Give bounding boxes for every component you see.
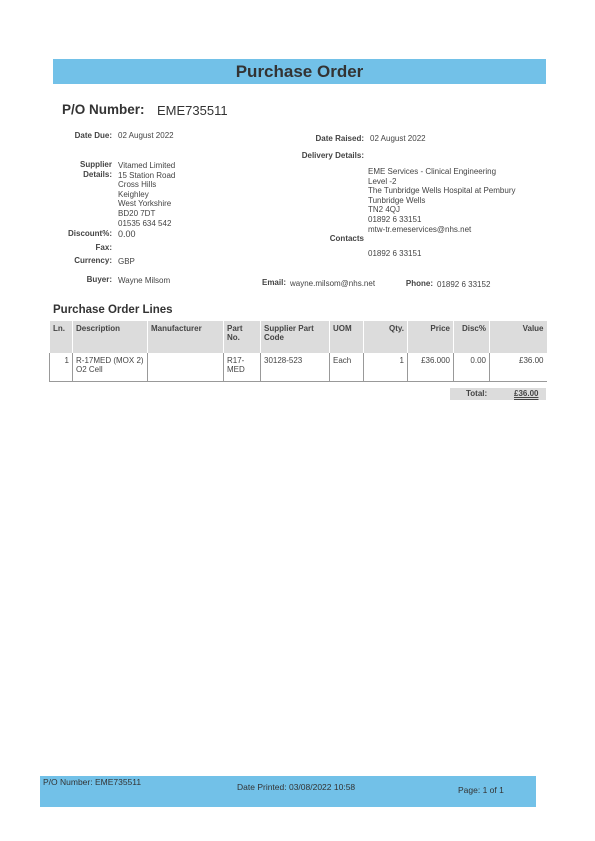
currency-label: Currency:	[74, 256, 112, 265]
delivery-line: 01892 6 33151	[368, 214, 422, 224]
lines-section-title: Purchase Order Lines	[53, 304, 173, 316]
email-label: Email:	[261, 278, 286, 287]
discount-label: Discount%:	[68, 229, 112, 238]
cell-uom: Each	[330, 353, 364, 382]
supplier-line: West Yorkshire	[118, 199, 172, 209]
fax-label: Fax:	[95, 243, 112, 252]
table-header-row	[50, 321, 547, 353]
col-header-price: Price	[408, 321, 454, 353]
delivery-line: mtw-tr.emeservices@nhs.net	[368, 224, 472, 234]
order-lines-table	[49, 321, 547, 382]
col-header-part-no: Part No.	[224, 321, 261, 353]
date-due-value: 02 August 2022	[118, 131, 174, 140]
supplier-line: 15 Station Road	[118, 170, 176, 180]
supplier-line: Keighley	[118, 189, 149, 199]
buyer-label: Buyer:	[86, 275, 112, 284]
date-raised-value: 02 August 2022	[370, 134, 426, 143]
delivery-line: TN2 4QJ	[368, 205, 401, 215]
supplier-line: BD20 7DT	[118, 208, 156, 218]
supplier-line: Vitamed Limited	[118, 161, 176, 170]
total-label: Total:	[466, 389, 488, 398]
supplier-line: Cross Hills	[118, 180, 157, 190]
cell-description: R-17MED (MOX 2) O2 Cell	[73, 353, 148, 382]
delivery-label: Delivery Details:	[301, 151, 364, 160]
cell-manufacturer	[148, 353, 224, 382]
supplier-line: 01535 634 542	[118, 218, 172, 228]
supplier-address	[118, 161, 175, 228]
buyer-value: Wayne Milsom	[118, 276, 171, 285]
cell-part-no: R17-MED	[224, 353, 261, 382]
footer-bar	[40, 776, 536, 807]
col-header-supplier-part-code: Supplier Part Code	[261, 321, 330, 353]
footer-page-number: Page: 1 of 1	[458, 785, 504, 795]
delivery-address	[368, 167, 515, 234]
discount-value: 0.00	[118, 229, 136, 239]
currency-value: GBP	[118, 257, 135, 266]
po-number-label: P/O Number:	[62, 102, 145, 117]
delivery-line: Tunbridge Wells	[368, 195, 426, 205]
phone-value: 01892 6 33152	[437, 280, 491, 289]
cell-disc: 0.00	[454, 353, 490, 382]
total-value: £36.00	[514, 389, 539, 398]
contacts-label: Contacts	[329, 234, 364, 243]
title-banner	[53, 59, 546, 84]
cell-qty: 1	[364, 353, 408, 382]
phone-label: Phone:	[405, 279, 433, 288]
cell-value: £36.00	[490, 353, 547, 382]
supplier-label-1: Supplier	[79, 160, 112, 169]
col-header-value: Value	[490, 321, 547, 353]
cell-supplier-part-code: 30128-523	[261, 353, 330, 382]
email-value: wayne.milsom@nhs.net	[290, 279, 376, 288]
delivery-line: Level -2	[368, 176, 397, 186]
document-title: Purchase Order	[235, 62, 364, 81]
col-header-manufacturer: Manufacturer	[148, 321, 224, 353]
col-header-disc: Disc%	[454, 321, 490, 353]
col-header-description: Description	[73, 321, 148, 353]
delivery-line: The Tunbridge Wells Hospital at Pembury	[368, 186, 516, 196]
date-raised-label: Date Raised:	[315, 134, 364, 143]
cell-line: 1	[50, 353, 73, 382]
table-row	[50, 353, 547, 382]
col-header-qty: Qty.	[364, 321, 408, 353]
col-header-uom: UOM	[330, 321, 364, 353]
cell-price: £36.000	[408, 353, 454, 382]
supplier-label-2: Details:	[83, 170, 112, 179]
delivery-line: EME Services - Clinical Engineering	[368, 167, 497, 176]
date-due-label: Date Due:	[74, 131, 112, 140]
contact-phone: 01892 6 33151	[368, 249, 422, 258]
footer-po-number: P/O Number: EME735511	[43, 777, 142, 787]
col-header-line: Ln.	[50, 321, 73, 353]
footer-date-printed: Date Printed: 03/08/2022 10:58	[237, 782, 356, 792]
po-number-value: EME735511	[157, 103, 228, 118]
